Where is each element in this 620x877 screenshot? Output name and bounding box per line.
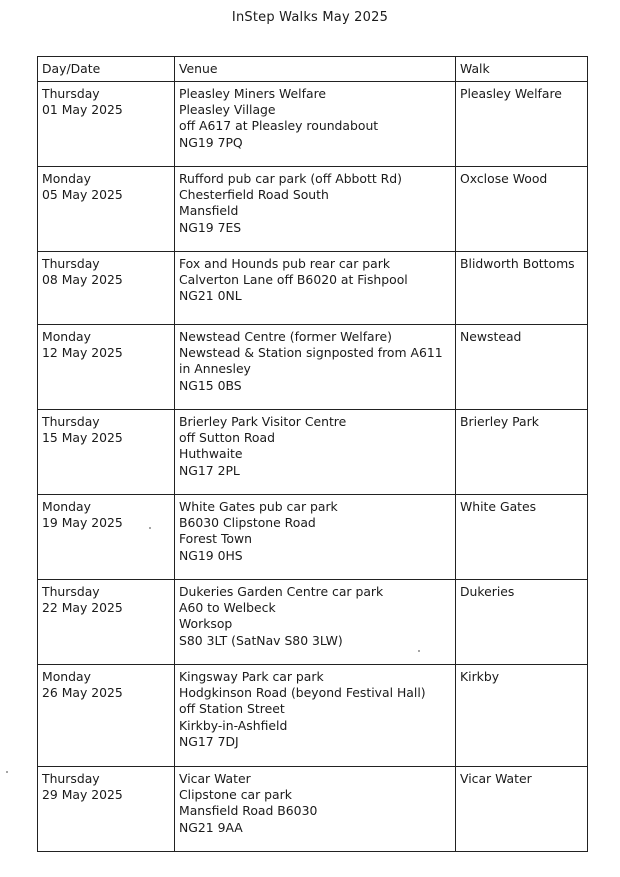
walk-name-cell: Brierley Park [456,410,588,495]
day-date-cell [38,325,175,410]
venue-line: NG17 2PL [179,462,240,478]
venue-line: Vicar Water [179,771,251,786]
table-row [38,325,588,410]
venue-line: Brierley Park Visitor Centre [179,414,347,429]
date: 29 May 2025 [42,787,123,803]
venue-cell [175,325,456,410]
walks-table [37,56,588,852]
venue-line: Calverton Lane off B6020 at Fishpool [179,272,408,288]
table-header-row [38,57,588,82]
weekday: Monday [42,171,91,186]
page-title: InStep Walks May 2025 [231,10,389,25]
walk-name-cell: Vicar Water [456,767,588,852]
walk-name-cell: Blidworth Bottoms [456,252,588,325]
venue-line: Worksop [179,616,233,632]
venue-line: NG17 7DJ [179,733,239,749]
weekday: Thursday [42,86,100,101]
date: 12 May 2025 [42,345,123,361]
walk-name-cell: Pleasley Welfare [456,82,588,167]
table-body [38,82,588,852]
day-date-cell [38,495,175,580]
venue-line: NG19 7PQ [179,134,243,150]
walk-name-cell: Oxclose Wood [456,167,588,252]
day-date-cell [38,665,175,767]
venue-line: Fox and Hounds pub rear car park [179,256,391,271]
date: 19 May 2025 [42,515,123,531]
table-row [38,767,588,852]
venue-line: B6030 Clipstone Road [179,515,316,531]
venue-line: in Annesley [179,361,251,377]
venue-cell [175,252,456,325]
venue-line: A60 to Welbeck [179,600,276,616]
date: 05 May 2025 [42,187,123,203]
venue-cell [175,167,456,252]
venue-line: Clipstone car park [179,787,292,803]
table-row [38,82,588,167]
weekday: Monday [42,669,91,684]
venue-line: Pleasley Village [179,102,276,118]
day-date-cell [38,252,175,325]
scan-speck [418,650,420,652]
venue-line: Kingsway Park car park [179,669,324,684]
column-header-day-date: Day/Date [38,57,175,82]
venue-line: off A617 at Pleasley roundabout [179,118,379,134]
venue-line: NG21 9AA [179,819,243,835]
day-date-cell [38,580,175,665]
walk-name-cell: Dukeries [456,580,588,665]
weekday: Thursday [42,771,100,786]
venue-line: Pleasley Miners Welfare [179,86,327,101]
table-row [38,252,588,325]
venue-line: NG15 0BS [179,377,242,393]
venue-line: NG19 7ES [179,219,242,235]
day-date-cell [38,82,175,167]
weekday: Thursday [42,414,100,429]
venue-line: Rufford pub car park (off Abbott Rd) [179,171,402,186]
date: 01 May 2025 [42,102,123,118]
venue-line: Newstead Centre (former Welfare) [179,329,392,344]
venue-line: Mansfield [179,203,239,219]
weekday: Monday [42,499,91,514]
venue-cell [175,580,456,665]
date: 15 May 2025 [42,430,123,446]
venue-line: Dukeries Garden Centre car park [179,584,384,599]
date: 08 May 2025 [42,272,123,288]
table-row [38,410,588,495]
day-date-cell [38,767,175,852]
scan-speck [6,771,8,773]
table-row [38,580,588,665]
venue-line: Huthwaite [179,446,243,462]
walk-name-cell: White Gates [456,495,588,580]
walk-name-cell: Newstead [456,325,588,410]
venue-line: NG19 0HS [179,547,243,563]
column-header-walk: Walk [456,57,588,82]
table-row [38,495,588,580]
venue-line: Hodgkinson Road (beyond Festival Hall) [179,685,426,701]
venue-cell [175,665,456,767]
scan-speck [149,527,151,529]
venue-cell [175,82,456,167]
venue-cell [175,495,456,580]
venue-cell [175,410,456,495]
day-date-cell [38,410,175,495]
day-date-cell [38,167,175,252]
venue-line: Forest Town [179,531,252,547]
venue-line: off Station Street [179,701,285,717]
weekday: Thursday [42,256,100,271]
venue-line: NG21 0NL [179,288,242,304]
date: 26 May 2025 [42,685,123,701]
venue-line: Kirkby-in-Ashfield [179,717,288,733]
venue-line: Mansfield Road B6030 [179,803,318,819]
venue-line: Chesterfield Road South [179,187,329,203]
date: 22 May 2025 [42,600,123,616]
venue-cell [175,767,456,852]
weekday: Thursday [42,584,100,599]
walk-name-cell: Kirkby [456,665,588,767]
weekday: Monday [42,329,91,344]
venue-line: White Gates pub car park [179,499,338,514]
venue-line: Newstead & Station signposted from A611 [179,345,443,361]
column-header-venue: Venue [175,57,456,82]
table-row [38,167,588,252]
venue-line: off Sutton Road [179,430,275,446]
table-row [38,665,588,767]
venue-line: S80 3LT (SatNav S80 3LW) [179,632,343,648]
